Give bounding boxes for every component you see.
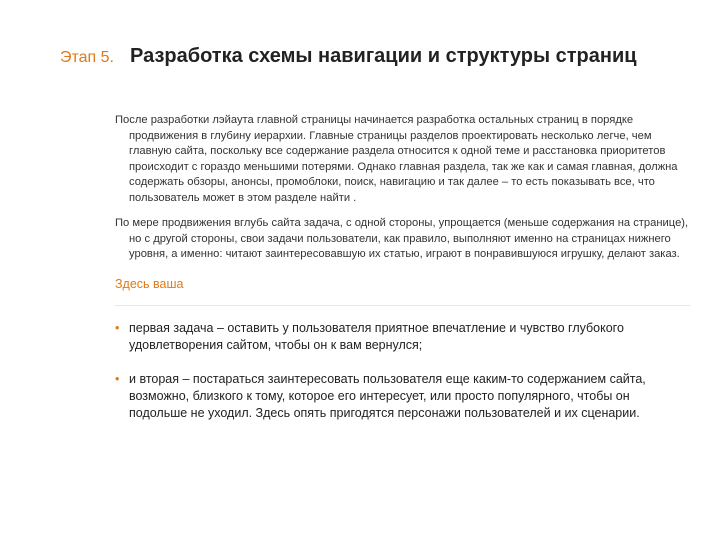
step-label: Этап 5. [60, 49, 114, 66]
bullet-icon: • [115, 371, 120, 386]
bullet-list [115, 320, 690, 422]
slide-body [115, 113, 690, 439]
list-item [115, 320, 690, 354]
bullet-text: первая задача – оставить у пользователя приятное впечатление и чувство глубокого удовлетворения сайтом, чтобы он к вам вернулся; [129, 320, 624, 352]
slide-title: Разработка схемы навигации и структуры страниц [130, 45, 637, 67]
list-item [115, 371, 690, 422]
divider [115, 305, 690, 306]
paragraph-depth: По мере продвижения вглубь сайта задача, с одной стороны, упрощается (меньше содержания на странице), но с другой стороны, свои задачи пользователи, как правило, выполняют именно на страницах нижнего уровня, а именно: читают заинтересовавшую их статью, играют в понравившуюся игрушку, делают заказ. [115, 217, 689, 260]
bullet-icon: • [115, 320, 120, 335]
accent-text: Здесь ваша [115, 276, 184, 291]
bullet-text: и вторая – постараться заинтересовать пользователя еще каким-то содержанием сайта, возможно, близкого к тому, которое его интересует, или просто популярного, чтобы он подольше не уходил. Здесь опять пригодятся персонажи пользователей и их сценарии. [129, 371, 646, 420]
paragraph-intro: После разработки лэйаута главной страницы начинается разработка остальных страниц в порядке продвижения в глубину иерархии. Главные страницы разделов проектировать несколько легче, чем главную сайта, поскольку все содержание раздела относится к одной теме и расстановка приоритетов происходит с гораздо меньшими потерями. Однако главная раздела, так же как и самая главная, должна содержать обзоры, анонсы, промоблоки, поиск, навигацию и так далее – то есть показывать все, что пользователь может в этом разделе найти . [115, 114, 678, 204]
